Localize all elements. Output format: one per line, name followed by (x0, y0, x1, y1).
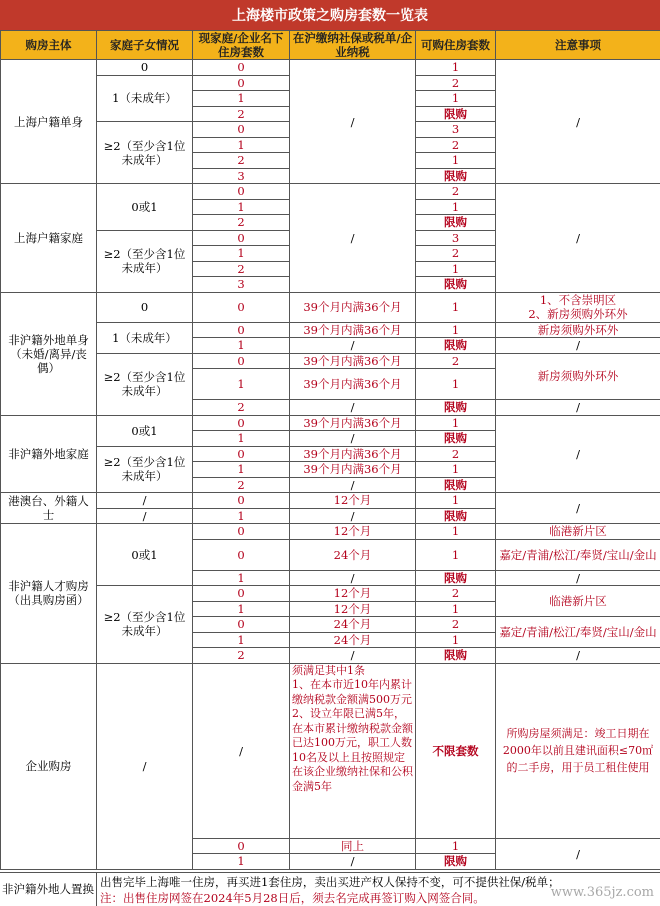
social-cell: 12个月 (290, 493, 416, 509)
allowed-cell: 1 (416, 601, 496, 617)
children-cell: 0或1 (97, 524, 193, 586)
social-cell: 39个月内满36个月 (290, 446, 416, 462)
social-cell: 12个月 (290, 601, 416, 617)
allowed-cell: 2 (416, 137, 496, 153)
section-non-single: 非沪籍外地单身（未婚/离异/丧偶） (1, 292, 97, 415)
existing-cell: 1 (193, 462, 290, 478)
social-cell: / (290, 477, 416, 493)
notes-cell: 嘉定/青浦/松江/奉贤/宝山/金山 (496, 617, 660, 648)
allowed-cell: 限购 (416, 215, 496, 231)
existing-cell: 0 (193, 60, 290, 76)
footer-line-2: 注：出售住房网签在2024年5月28日后，须去名完成再签订购入网签合同。 (100, 890, 485, 906)
allowed-cell: 2 (416, 353, 496, 369)
existing-cell: 2 (193, 106, 290, 122)
existing-cell: 0 (193, 446, 290, 462)
allowed-cell: 1 (416, 60, 496, 76)
notes-cell (496, 292, 660, 322)
allowed-cell: 1 (416, 322, 496, 338)
existing-cell: 0 (193, 838, 290, 854)
existing-cell: 2 (193, 477, 290, 493)
header-buyer: 购房主体 (1, 31, 97, 60)
existing-cell: 1 (193, 632, 290, 648)
notes-cell: 临港新片区 (496, 524, 660, 540)
children-cell: / (97, 508, 193, 524)
existing-cell: 0 (193, 230, 290, 246)
social-cell: / (290, 854, 416, 870)
allowed-cell: 不限套数 (416, 663, 496, 838)
allowed-cell: 1 (416, 462, 496, 478)
existing-cell: 0 (193, 75, 290, 91)
children-cell: 1（未成年） (97, 322, 193, 353)
table-title: 上海楼市政策之购房套数一览表 (0, 0, 660, 30)
social-cell: 12个月 (290, 524, 416, 540)
allowed-cell: 限购 (416, 431, 496, 447)
enterprise-conditions: 须满足其中1条 1、在本市近10年内累计缴纳税款金额满500万元 2、设立年限已满5年，在本市累计缴纳税款金额已达100万元，职工人数10名及以上且按照规定在该企业缴纳社保和公积金满5年 (290, 663, 416, 838)
existing-cell: 0 (193, 415, 290, 431)
allowed-cell: 限购 (416, 854, 496, 870)
section-enterprise: 企业购房 (1, 663, 97, 869)
children-cell: 1（未成年） (97, 75, 193, 122)
allowed-cell: 2 (416, 446, 496, 462)
allowed-cell: 2 (416, 586, 496, 602)
notes-cell: / (496, 400, 660, 416)
allowed-cell: 1 (416, 524, 496, 540)
allowed-cell: 1 (416, 493, 496, 509)
children-cell: / (97, 663, 193, 869)
header-children: 家庭子女情况 (97, 31, 193, 60)
footer-row (0, 872, 660, 906)
allowed-cell: 3 (416, 230, 496, 246)
existing-cell: 0 (193, 292, 290, 322)
allowed-cell: 1 (416, 153, 496, 169)
note-line: 1、不含崇明区 (540, 293, 616, 307)
existing-cell: 2 (193, 648, 290, 664)
social-cell: / (290, 431, 416, 447)
allowed-cell: 限购 (416, 400, 496, 416)
note-line: 2、新房须购外环外 (528, 307, 627, 321)
children-cell: ≥2（至少含1位未成年） (97, 353, 193, 415)
existing-cell: 0 (193, 493, 290, 509)
existing-cell: 2 (193, 261, 290, 277)
social-cell: 24个月 (290, 632, 416, 648)
existing-cell: 3 (193, 168, 290, 184)
existing-cell: 1 (193, 199, 290, 215)
social-cell: 39个月内满36个月 (290, 292, 416, 322)
notes-cell: 所购房屋须满足：竣工日期在2000年以前且建讯面积≤70㎡的二手房，用于员工租住使用 (496, 663, 660, 838)
social-cell: / (290, 400, 416, 416)
allowed-cell: 2 (416, 246, 496, 262)
existing-cell: 1 (193, 338, 290, 354)
social-cell: 24个月 (290, 539, 416, 570)
social-cell: / (290, 184, 416, 293)
notes-cell: / (496, 493, 660, 524)
social-cell: 39个月内满36个月 (290, 369, 416, 400)
allowed-cell: 2 (416, 75, 496, 91)
section-non-family: 非沪籍外地家庭 (1, 415, 97, 493)
header-notes: 注意事项 (496, 31, 660, 60)
existing-cell: 0 (193, 322, 290, 338)
social-cell: / (290, 648, 416, 664)
existing-cell: 1 (193, 601, 290, 617)
notes-cell: / (496, 648, 660, 664)
allowed-cell: 限购 (416, 106, 496, 122)
allowed-cell: 限购 (416, 508, 496, 524)
allowed-cell: 1 (416, 292, 496, 322)
allowed-cell: 2 (416, 184, 496, 200)
existing-cell: 1 (193, 246, 290, 262)
section-hk: 港澳台、外籍人士 (1, 493, 97, 524)
children-cell: 0或1 (97, 415, 193, 446)
social-cell: 39个月内满36个月 (290, 415, 416, 431)
notes-cell: / (496, 570, 660, 586)
children-cell: / (97, 493, 193, 509)
social-cell: 同上 (290, 838, 416, 854)
allowed-cell: 2 (416, 617, 496, 633)
notes-cell: / (496, 415, 660, 493)
existing-cell: 0 (193, 617, 290, 633)
existing-cell: 1 (193, 91, 290, 107)
header-social: 在沪缴纳社保或税单/企业纳税 (290, 31, 416, 60)
children-cell: ≥2（至少含1位未成年） (97, 586, 193, 664)
notes-cell: 新房须购外环外 (496, 353, 660, 400)
social-cell: 39个月内满36个月 (290, 322, 416, 338)
social-cell: 24个月 (290, 617, 416, 633)
watermark: www.365jz.com (551, 885, 654, 900)
children-cell: ≥2（至少含1位未成年） (97, 230, 193, 292)
purchase-table (0, 30, 660, 870)
existing-cell: / (193, 663, 290, 838)
footer-line-1: 出售完毕上海唯一住房，再买进1套住房，卖出买进产权人保持不变，可不提供社保/税单； (100, 874, 560, 890)
existing-cell: 0 (193, 539, 290, 570)
allowed-cell: 限购 (416, 168, 496, 184)
social-cell: / (290, 508, 416, 524)
social-cell: 39个月内满36个月 (290, 353, 416, 369)
notes-cell: / (496, 60, 660, 184)
section-talent: 非沪籍人才购房（出具购房函） (1, 524, 97, 664)
allowed-cell: 1 (416, 261, 496, 277)
allowed-cell: 限购 (416, 648, 496, 664)
existing-cell: 1 (193, 854, 290, 870)
existing-cell: 0 (193, 524, 290, 540)
section-non-retire: 非沪籍外地人置换 (0, 873, 97, 906)
notes-cell: 临港新片区 (496, 586, 660, 617)
header-existing: 现家庭/企业名下住房套数 (193, 31, 290, 60)
social-cell: 39个月内满36个月 (290, 462, 416, 478)
existing-cell: 2 (193, 400, 290, 416)
allowed-cell: 1 (416, 199, 496, 215)
existing-cell: 0 (193, 586, 290, 602)
existing-cell: 1 (193, 570, 290, 586)
existing-cell: 1 (193, 137, 290, 153)
existing-cell: 0 (193, 353, 290, 369)
allowed-cell: 1 (416, 632, 496, 648)
social-cell: / (290, 60, 416, 184)
existing-cell: 3 (193, 277, 290, 293)
allowed-cell: 1 (416, 539, 496, 570)
existing-cell: 0 (193, 122, 290, 138)
section-sh-family: 上海户籍家庭 (1, 184, 97, 293)
children-cell: 0 (97, 292, 193, 322)
social-cell: / (290, 570, 416, 586)
allowed-cell: 1 (416, 91, 496, 107)
allowed-cell: 限购 (416, 277, 496, 293)
children-cell: ≥2（至少含1位未成年） (97, 122, 193, 184)
notes-cell: 嘉定/青浦/松江/奉贤/宝山/金山 (496, 539, 660, 570)
allowed-cell: 1 (416, 415, 496, 431)
children-cell: ≥2（至少含1位未成年） (97, 446, 193, 493)
existing-cell: 0 (193, 184, 290, 200)
allowed-cell: 限购 (416, 338, 496, 354)
allowed-cell: 限购 (416, 570, 496, 586)
notes-cell: / (496, 838, 660, 869)
allowed-cell: 1 (416, 369, 496, 400)
allowed-cell: 限购 (416, 477, 496, 493)
allowed-cell: 3 (416, 122, 496, 138)
children-cell: 0 (97, 60, 193, 76)
existing-cell: 2 (193, 153, 290, 169)
allowed-cell: 1 (416, 838, 496, 854)
children-cell: 0或1 (97, 184, 193, 231)
existing-cell: 1 (193, 508, 290, 524)
notes-cell: 新房须购外环外 (496, 322, 660, 338)
notes-cell: / (496, 338, 660, 354)
social-cell: / (290, 338, 416, 354)
notes-cell: / (496, 184, 660, 293)
existing-cell: 2 (193, 215, 290, 231)
existing-cell: 1 (193, 431, 290, 447)
section-sh-single: 上海户籍单身 (1, 60, 97, 184)
header-allowed: 可购住房套数 (416, 31, 496, 60)
existing-cell: 1 (193, 369, 290, 400)
social-cell: 12个月 (290, 586, 416, 602)
